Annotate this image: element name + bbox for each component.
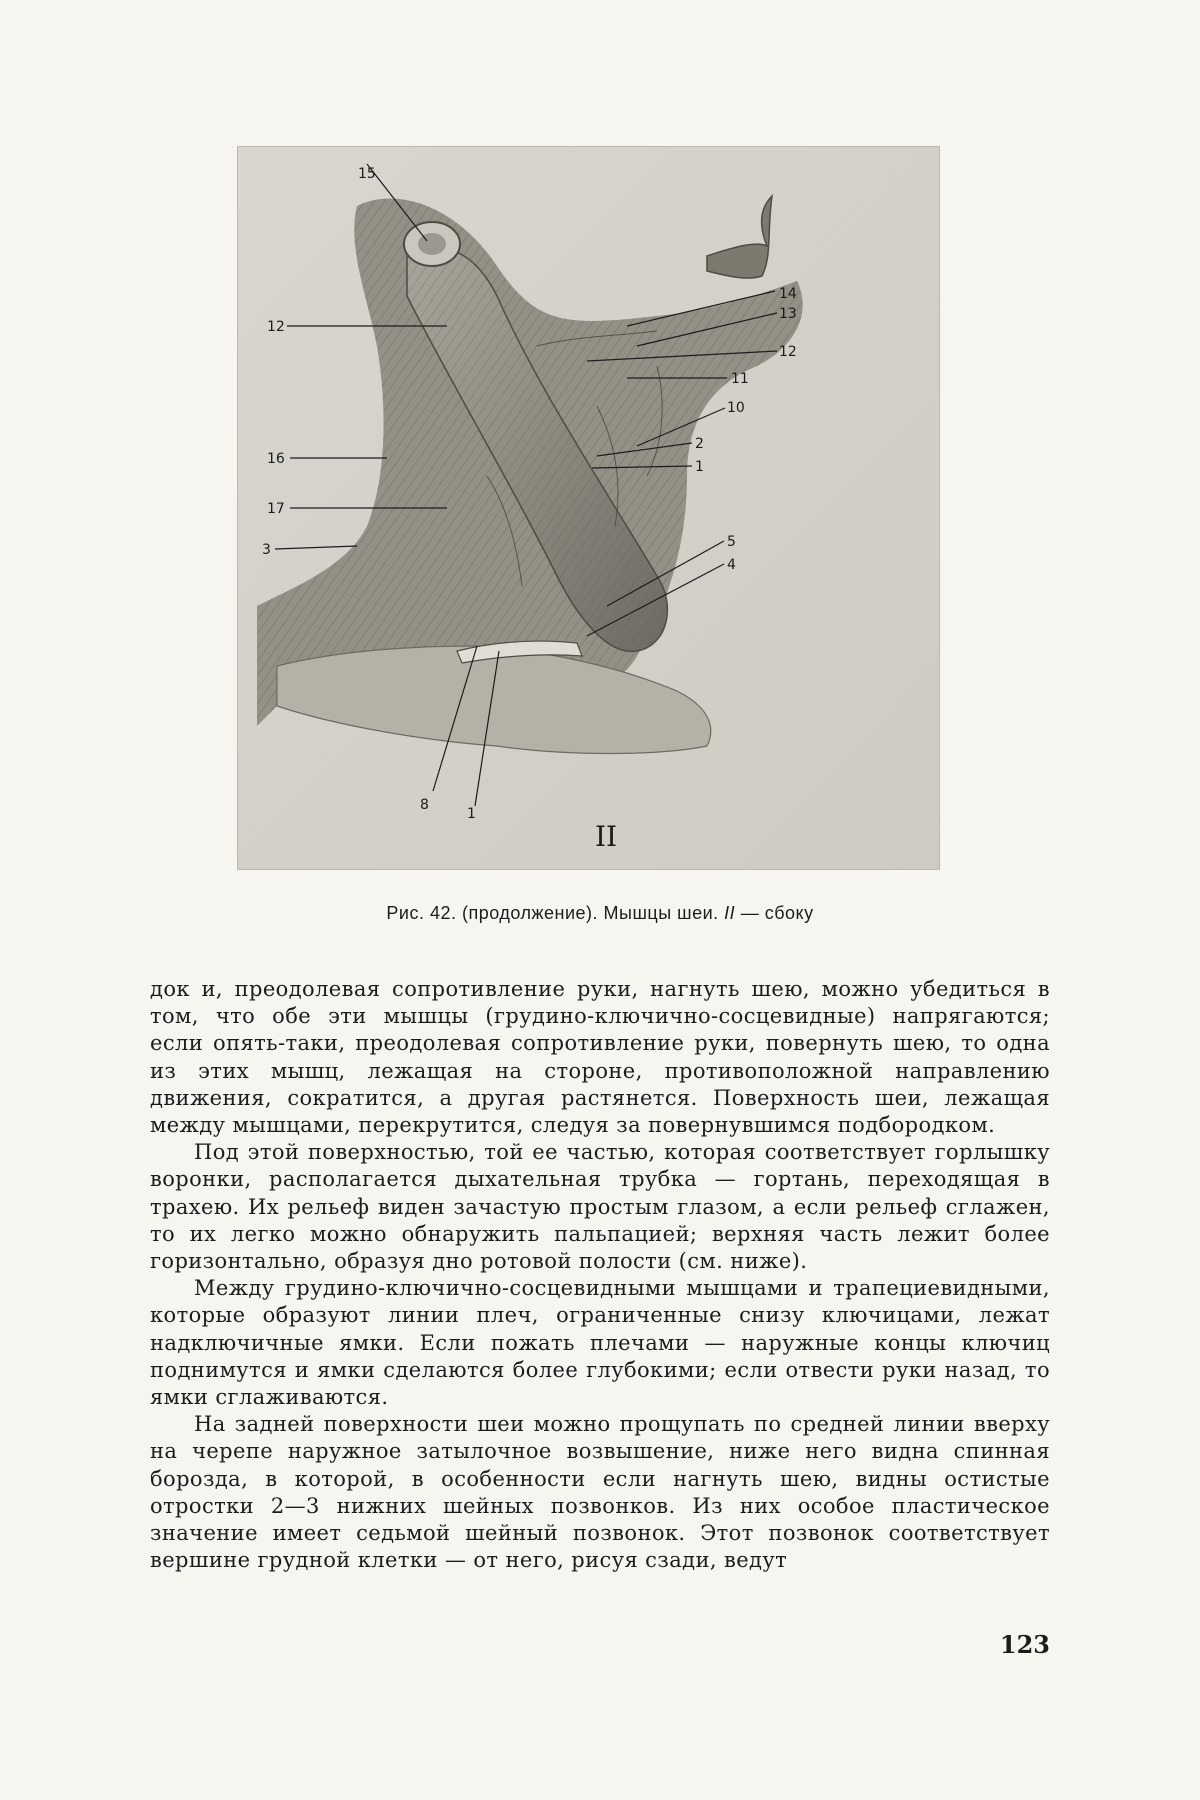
label-17: 17 xyxy=(267,501,285,517)
neck-muscles-illustration xyxy=(237,146,940,870)
label-4: 4 xyxy=(727,557,736,573)
anatomical-figure xyxy=(237,146,940,870)
caption-italic: II xyxy=(724,903,736,923)
paragraph: На задней поверхности шеи можно прощупать по средней линии вверху на черепе наружное затылочное возвышение, ниже него видна спинная борозда, в которой, в особенности если нагнуть шею, видны остистые отростки 2—3 нижних шейных позвонков. Из них особое пластическое значение имеет седьмой шейный позвонок. Этот позвонок соответствует вершине грудной клетки — от него, рисуя сзади, ведут xyxy=(150,1412,1050,1573)
figure-caption xyxy=(150,903,1050,924)
label-12-left: 12 xyxy=(267,319,285,335)
figure-roman-numeral: II xyxy=(595,820,618,853)
label-14: 14 xyxy=(779,286,797,302)
label-2: 2 xyxy=(695,436,704,452)
label-3: 3 xyxy=(262,542,271,558)
label-8: 8 xyxy=(420,797,429,813)
page-number: 123 xyxy=(999,1630,1050,1659)
label-1-upper: 1 xyxy=(695,459,704,475)
caption-suffix: — сбоку xyxy=(740,903,814,923)
label-15: 15 xyxy=(358,166,376,182)
label-13: 13 xyxy=(779,306,797,322)
paragraph: Между грудино-ключично-сосцевидными мышцами и трапециевидными, которые образуют линии плеч, ограниченные снизу ключицами, лежат надключичные ямки. Если пожать плечами — наружные концы ключиц поднимутся и ямки сделаются более глубокими; если отвести руки назад, то ямки сглаживаются. xyxy=(150,1276,1050,1410)
label-1-lower: 1 xyxy=(467,806,476,822)
paragraph: док и, преодолевая сопротивление руки, нагнуть шею, можно убедиться в том, что обе эти мышцы (грудино-ключично-сосцевидные) напрягаются; если опять-таки, преодолевая сопротивление руки, повернуть шею, то одна из этих мышц, лежащая на стороне, противоположной направлению движения, сократится, а другая растянется. Поверхность шеи, лежащая между мышцами, перекрутится, следуя за повернувшимся подбородком. xyxy=(150,977,1050,1138)
label-5: 5 xyxy=(727,534,736,550)
label-16: 16 xyxy=(267,451,285,467)
label-12-right: 12 xyxy=(779,344,797,360)
label-10: 10 xyxy=(727,400,745,416)
caption-prefix: Рис. 42. (продолжение). Мышцы шеи. xyxy=(386,903,719,923)
paragraph: Под этой поверхностью, той ее частью, которая соответствует горлышку воронки, располагается дыхательная трубка — гортань, переходящая в трахею. Их рельеф виден зачастую простым глазом, а если рельеф сглажен, то их легко можно обнаружить пальпацией; верхняя часть лежит более горизонтально, образуя дно ротовой полости (см. ниже). xyxy=(150,1140,1050,1274)
body-text xyxy=(150,976,1050,1574)
label-11: 11 xyxy=(731,371,749,387)
